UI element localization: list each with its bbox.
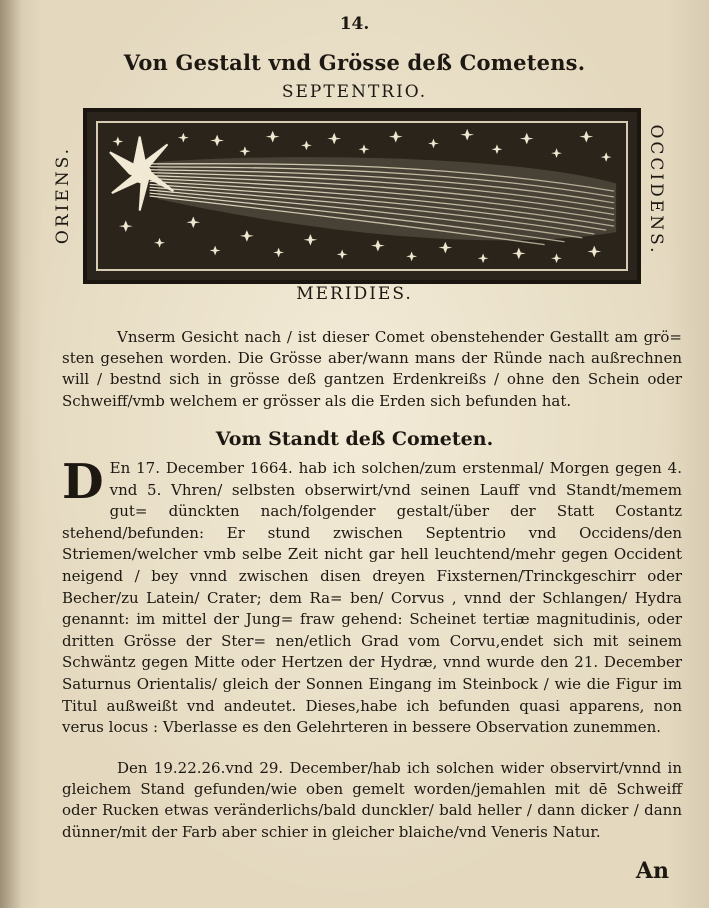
paragraph-shape-and-size: Vnserm Gesicht nach / ist dieser Comet obenstehender Gestallt am grö= sten gesehen worden. Die Grösse aber/wann mans der Ründe nach außrechnen will / bestnd sich in grösse deß gantzen Erdenkreißs / ohne den Schein oder Schweiff/vmb welchem er grösser als die Erden sich befunden hat. [62,328,682,410]
paragraph-position-text: En 17. December 1664. hab ich solchen/zum erstenmal/ Morgen gegen 4. vnd 5. Vhren/ selbsten obserwirt/vnd seinen Lauff vnd Standt/memem gut= dünckten nach/folgender gestalt/über der Statt Costantz stehend/befunden: Er stund zwischen Septentrio vnd Occidens/den Striemen/welcher vmb selbe Zeit nicht gar hell leuchtend/mehr gegen Occident neigend / bey vnnd zwischen disen dreyen Fixsternen/Trinckgeschirr oder Becher/zu Latein/ Crater; dem Ra= ben/ Corvus , vnnd der Schlangen/ Hydra genannt: im mittel der Jung= fraw gehend: Scheinet tertiæ magnitudinis, oder dritten Grösse der Ster= nen/etlich Grad vom Corvu,endet sich mit seinem Schwäntz gegen Mitte oder Hertzen der Hydræ, vnnd wurde den 21. December Saturnus Orientalis/ gleich der Sonnen Eingang im Steinbock / wie die Figur im Titul außweißt vnd andeutet. Dieses,habe ich befunden quasi apparens, non verus locus : Vberlasse es den Gelehrteren in bessere Observation zunemmen. [62,459,682,737]
direction-north-label: SEPTENTRIO. [281,82,428,102]
drop-cap-initial: D [62,454,104,510]
page-title: Von Gestalt vnd Grösse deß Cometens. [123,50,586,75]
gutter-shadow [0,0,22,908]
paragraph-later-observations: Den 19.22.26.vnd 29. December/hab ich solchen wider observirt/vnnd in gleichem Stand gefunden/wie oben gemelt worden/jemahlen mit dē Schweiff oder Rucken etwas veränderlichs/bald dunckler/ bald heller / dann dicker / dann dünner/mit der Farb aber schier in gleicher blaiche/vnd Veneris Natur. [62,759,682,841]
comet-illustration [98,123,626,269]
direction-south-label: MERIDIES. [296,284,413,304]
catchword: An [635,858,669,884]
page-number: 14. [339,14,370,34]
woodcut-frame [96,121,628,271]
direction-west-label: OCCIDENS. [646,124,666,256]
comet-woodcut-illustration [83,108,641,284]
direction-east-label: ORIENS. [53,145,73,245]
section-heading-position: Vom Standt deß Cometen. [215,428,494,450]
paragraph-position-of-comet [62,454,682,739]
